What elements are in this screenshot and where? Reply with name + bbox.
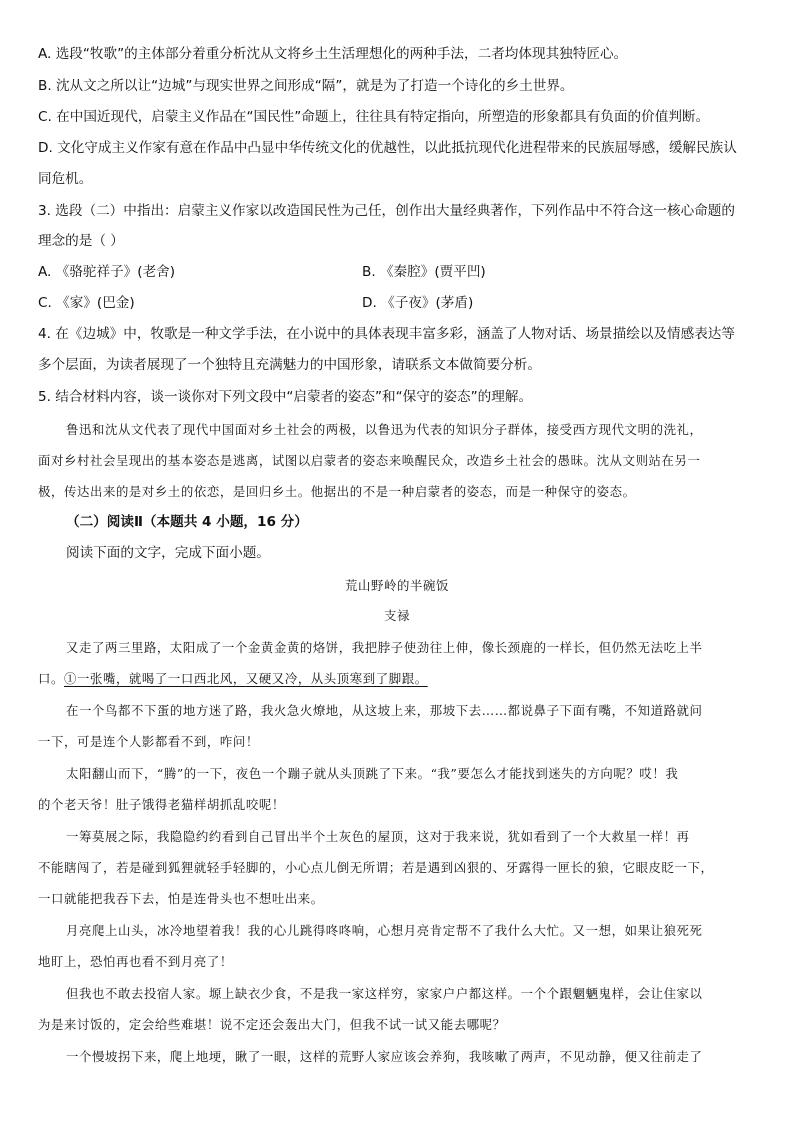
section-heading: （二）阅读Ⅱ（本题共 4 小题，16 分） <box>66 514 308 530</box>
story-p5-line1: 月亮爬上山头，冰冷地望着我！我的心儿跳得咚咚响，心想月亮肯定帮不了我什么大忙。又一想，如果让狼死死 <box>66 923 703 938</box>
q3-stem-line2: 理念的是（ ） <box>38 233 124 249</box>
story-p4-line2: 不能瞎闯了，若是碰到狐狸就轻手轻脚的，小心点儿倒无所谓；若是遇到凶狠的、牙露得一匣长的狼，它眼皮眨一下， <box>38 860 714 875</box>
story-p7-line1: 一个慢坡拐下来，爬上地埂，瞅了一眼，这样的荒野人家应该会养狗，我咳嗽了两声，不见动静，便又往前走了 <box>66 1049 703 1064</box>
story-p1-line1: 又走了两三里路，太阳成了一个金黄金黄的烙饼，我把脖子使劲往上伸，像长颈鹿的一样长，但仍然无法吃上半 <box>66 640 703 655</box>
story-p3-line1: 太阳翻山而下，“腾”的一下，夜色一个蹦子就从头顶跳了下来。“我”要怎么才能找到迷失的方向呢？哎！我 <box>66 766 679 781</box>
story-title: 荒山野岭的半碗饭 <box>345 578 449 593</box>
quote-line-1: 鲁迅和沈从文代表了现代中国面对乡土社会的两极，以鲁迅为代表的知识分子群体，接受西方现代文明的洗礼， <box>66 422 703 437</box>
story-p6-line1: 但我也不敢去投宿人家。塬上缺衣少食，不是我一家这样穷，家家户户都这样。一个个跟魍魉鬼样，会让住家以 <box>66 986 703 1001</box>
story-author: 支禄 <box>384 608 410 623</box>
q2-option-d-line2: 同危机。 <box>38 171 93 187</box>
story-p2-line2: 一下，可是连个人影都看不到，咋问！ <box>38 734 259 749</box>
q3-stem-line1: 3. 选段（二）中指出：启蒙主义作家以改造国民性为己任，创作出大量经典著作，下列作品中不符合这一核心命题的 <box>38 203 735 219</box>
section-instruction: 阅读下面的文字，完成下面小题。 <box>66 545 270 561</box>
q3-option-b: B. 《秦腔》(贾平凹) <box>362 264 486 280</box>
story-p6-line2: 为是来讨饭的，定会给些难堪！说不定还会轰出大门，但我不试一试又能去哪呢？ <box>38 1017 506 1032</box>
story-p2-line1: 在一个鸟都不下蛋的地方迷了路，我火急火燎地，从这坡上来，那坡下去……都说鼻子下面有嘴，不知道路就问 <box>66 703 703 718</box>
story-p4-line1: 一筹莫展之际，我隐隐约约看到自己冒出半个土灰色的屋顶，这对于我来说，犹如看到了一个大救星一样！再 <box>66 829 690 844</box>
q2-option-d-line1: D. 文化守成主义作家有意在作品中凸显中华传统文化的优越性，以此抵抗现代化进程带来的民族屈辱感，缓解民族认 <box>38 140 737 156</box>
story-p4-line3: 一口就能把我吞下去，怕是连骨头也不想吐出来。 <box>38 891 324 906</box>
marked-sentence-1: ①一张嘴，就喝了一口西北风，又硬又冷，从头顶寒到了脚跟。 <box>63 671 428 686</box>
story-p3-line2: 的个老天爷！肚子饿得老猫样胡抓乱咬呢！ <box>38 797 285 812</box>
quote-line-2: 面对乡村社会呈现出的基本姿态是逃离，试图以启蒙者的姿态来唤醒民众，改造乡土社会的愚昧。沈从文则站在另一 <box>38 453 701 468</box>
q3-option-d: D. 《子夜》(茅盾) <box>362 295 474 311</box>
q4-line2: 多个层面，为读者展现了一个独特且充满魅力的中国形象，请联系文本做简要分析。 <box>38 357 541 373</box>
q5-line1: 5. 结合材料内容，谈一谈你对下列文段中“启蒙者的姿态”和“保守的姿态”的理解。 <box>38 389 533 405</box>
q4-line1: 4. 在《边城》中，牧歌是一种文学手法，在小说中的具体表现丰富多彩，涵盖了人物对话、场景描绘以及情感表达等 <box>38 326 735 342</box>
q2-option-c: C. 在中国近现代，启蒙主义作品在“国民性”命题上，往往具有特定指向，所塑造的形象都具有负面的价值判断。 <box>38 109 710 125</box>
quote-line-3: 极，传达出来的是对乡土的依恋，是回归乡土。他据出的不是一种启蒙者的姿态，而是一种保守的姿态。 <box>38 484 636 499</box>
q3-option-a: A. 《骆驼祥子》(老舍) <box>38 264 176 280</box>
story-p5-line2: 地盯上，恐怕再也看不到月亮了！ <box>38 954 233 969</box>
q2-option-a: A. 选段“牧歌”的主体部分着重分析沈从文将乡土生活理想化的两种手法，二者均体现其独特匠心。 <box>38 46 628 62</box>
q3-option-c: C. 《家》(巴金) <box>38 295 135 311</box>
q2-option-b: B. 沈从文之所以让“边城”与现实世界之间形成“隔”，就是为了打造一个诗化的乡土世界。 <box>38 78 574 94</box>
story-p1-line2 <box>38 669 428 689</box>
story-p1-line2-pre: 口。 <box>38 671 64 686</box>
